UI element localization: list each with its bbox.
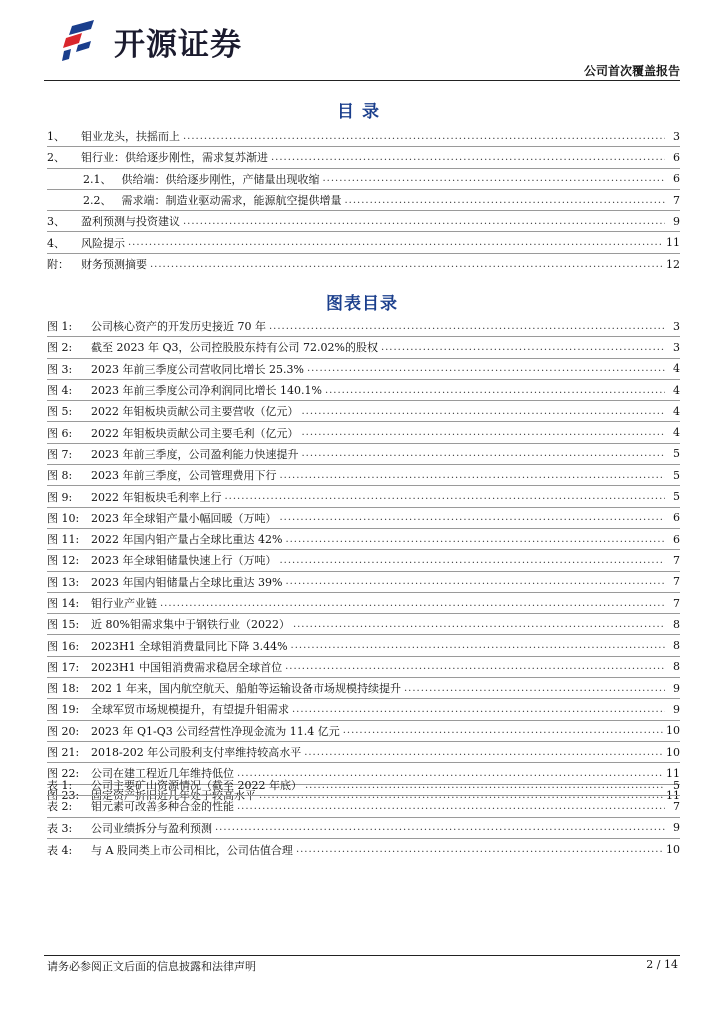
dot-leader	[285, 534, 665, 545]
brand-logo-icon	[58, 18, 104, 64]
figure-entry-title: 2023 年全球钼储量快速上行（万吨）	[91, 554, 277, 568]
figure-entry-title: 2023H1 中国钼消费需求稳居全球首位	[91, 660, 283, 674]
figure-entry-page: 9	[673, 681, 680, 695]
figure-entry[interactable]	[47, 359, 680, 380]
figure-entry-number: 图 15:	[47, 618, 80, 632]
table-entry[interactable]	[47, 775, 680, 796]
toc-entry-number: 4、	[47, 236, 65, 250]
figure-entry-title: 固定资产折旧近几年处于较高水平	[91, 789, 256, 803]
dot-leader	[291, 640, 665, 651]
toc-entry-number: 2.2、	[83, 194, 112, 208]
dot-leader	[302, 448, 666, 459]
table-entry-number: 表 1:	[47, 779, 73, 793]
table-entry-page: 7	[673, 799, 680, 813]
figure-entry[interactable]	[47, 550, 680, 571]
figure-entry-number: 图 10:	[47, 511, 80, 525]
dot-leader	[302, 427, 666, 438]
table-entry-number: 表 4:	[47, 843, 73, 857]
figure-entry-page: 3	[673, 340, 680, 354]
figure-entry-page: 8	[673, 617, 680, 631]
figure-entry-title: 2023H1 全球钼消费量同比下降 3.44%	[91, 639, 288, 653]
dot-leader	[307, 363, 665, 374]
figure-entry-number: 图 5:	[47, 405, 73, 419]
table-entry[interactable]	[47, 818, 680, 839]
dot-leader	[285, 576, 665, 587]
figure-entry-title: 2023 年 Q1-Q3 公司经营性净现金流为 11.4 亿元	[91, 724, 340, 738]
figure-entry[interactable]	[47, 699, 680, 720]
figure-entry-number: 图 11:	[47, 533, 80, 547]
figure-entry-page: 5	[673, 447, 680, 461]
figure-entry[interactable]	[47, 316, 680, 337]
figure-entry-title: 公司在建工程近几年维持低位	[91, 767, 234, 781]
toc-entry-number: 2、	[47, 151, 65, 165]
dot-leader	[296, 844, 663, 855]
figure-entry-number: 图 23:	[47, 789, 80, 803]
figure-entry-page: 9	[673, 702, 680, 716]
toc-entry-number: 1、	[47, 130, 65, 144]
toc-entry-page: 6	[673, 150, 680, 164]
figure-entry-page: 7	[673, 553, 680, 567]
figure-entry-page: 6	[673, 511, 680, 525]
brand-name: 开源证券	[114, 26, 242, 63]
table-entry-number: 表 2:	[47, 800, 73, 814]
dot-leader	[285, 661, 665, 672]
figure-entry-number: 图 6:	[47, 426, 73, 440]
toc-entry[interactable]	[47, 232, 680, 253]
dot-leader	[160, 598, 665, 609]
figure-entry-page: 3	[673, 319, 680, 333]
dot-leader	[280, 555, 666, 566]
brand-logo	[58, 18, 242, 64]
figure-entry[interactable]	[47, 572, 680, 593]
figure-entry-page: 4	[673, 362, 680, 376]
dot-leader	[150, 259, 663, 270]
figure-entry-page: 11	[666, 766, 680, 780]
toc-entry-number: 附：	[47, 258, 69, 272]
figure-entry-title: 2022 年钼板块毛利率上行	[91, 490, 222, 504]
toc-entry-page: 12	[666, 257, 680, 271]
figure-entry-page: 8	[673, 660, 680, 674]
figure-entry[interactable]	[47, 678, 680, 699]
figure-entry-title: 2023 年国内钼储量占全球比重达 39%	[91, 575, 283, 589]
figure-entry-title: 钼行业产业链	[91, 597, 157, 610]
figure-entry[interactable]	[47, 508, 680, 529]
figure-entry-number: 图 18:	[47, 682, 80, 696]
header-divider	[44, 80, 680, 81]
dot-leader	[293, 619, 665, 630]
figure-entry[interactable]	[47, 337, 680, 358]
table-entry-page: 9	[673, 821, 680, 835]
figure-entry[interactable]	[47, 380, 680, 401]
table-entry-title: 公司主要矿山资源情况（截至 2022 年底）	[91, 779, 302, 793]
dot-leader	[343, 725, 663, 736]
table-entry-title: 公司业绩拆分与盈利预测	[91, 821, 212, 835]
toc-entry-page: 9	[673, 214, 680, 228]
dot-leader	[323, 173, 666, 184]
figure-entry-number: 图 20:	[47, 724, 80, 738]
table-entry[interactable]	[47, 839, 680, 860]
figure-list	[47, 316, 680, 806]
dot-leader	[325, 385, 665, 396]
figure-entry-number: 图 7:	[47, 447, 73, 461]
figure-entry-page: 4	[673, 426, 680, 440]
table-entry-number: 表 3:	[47, 821, 73, 835]
dot-leader	[215, 822, 665, 833]
dot-leader	[183, 216, 665, 227]
figure-entry-title: 2022 年钼板块贡献公司主要毛利（亿元）	[91, 426, 299, 440]
figure-entry-number: 图 12:	[47, 554, 80, 568]
figure-entry-number: 图 2:	[47, 341, 73, 355]
figure-entry-title: 2018-202 年公司股利支付率维持较高水平	[91, 746, 302, 760]
toc-entry-page: 3	[673, 129, 680, 143]
figure-entry-page: 7	[673, 575, 680, 589]
figure-entry-page: 8	[673, 639, 680, 653]
figure-entry-page: 6	[673, 532, 680, 546]
toc-entry-number: 3、	[47, 215, 65, 229]
page-indicator: 2 / 14	[646, 958, 678, 971]
toc-entry-title: 钼行业：供给逐步刚性，需求复苏渐进	[81, 151, 268, 165]
figure-entry-number: 图 8:	[47, 469, 73, 483]
figure-entry-page: 5	[673, 468, 680, 482]
figure-entry[interactable]	[47, 465, 680, 486]
figure-entry-number: 图 16:	[47, 639, 80, 653]
dot-leader	[345, 195, 666, 206]
figure-entry-page: 5	[673, 490, 680, 504]
table-entry-title: 与 A 股同类上市公司相比，公司估值合理	[91, 843, 293, 857]
toc-entry-title: 需求端：制造业驱动需求，能源航空提供增量	[121, 194, 342, 208]
toc-list	[47, 126, 680, 275]
figure-entry[interactable]	[47, 635, 680, 656]
toc-entry-title: 风险提示	[81, 236, 125, 250]
figure-entry[interactable]	[47, 529, 680, 550]
figure-entry-page: 4	[673, 404, 680, 418]
figure-entry[interactable]	[47, 401, 680, 422]
figure-entry-page: 7	[673, 596, 680, 610]
toc-entry[interactable]	[47, 126, 680, 147]
table-entry-page: 10	[666, 843, 680, 857]
figure-entry-page: 10	[666, 724, 680, 738]
figure-entry[interactable]	[47, 422, 680, 443]
figure-entry[interactable]	[47, 657, 680, 678]
dot-leader	[269, 321, 665, 332]
table-entry-title: 钼元素可改善多种合金的性能	[91, 800, 234, 814]
dot-leader	[280, 470, 666, 481]
dot-leader	[304, 747, 663, 758]
toc-entry-title: 供给端：供给逐步刚性，产储量出现收缩	[121, 172, 320, 186]
figure-entry-title: 2023 年全球钼产量小幅回暖（万吨）	[91, 511, 277, 525]
toc-entry[interactable]	[47, 147, 680, 168]
figure-entry-title: 2023 年前三季度公司净利润同比增长 140.1%	[91, 384, 322, 398]
figure-entry-title: 2023 年前三季度公司营收同比增长 25.3%	[91, 362, 304, 376]
dot-leader	[302, 406, 666, 417]
report-type-label: 公司首次覆盖报告	[583, 64, 680, 78]
dot-leader	[183, 131, 665, 142]
figure-entry-number: 图 19:	[47, 703, 80, 717]
figure-entry[interactable]	[47, 593, 680, 614]
toc-entry-title: 盈利预测与投资建议	[81, 215, 180, 229]
figure-entry-title: 2022 年国内钼产量占全球比重达 42%	[91, 533, 283, 547]
toc-entry-page: 7	[673, 193, 680, 207]
toc-entry-title: 钼业龙头，扶摇而上	[81, 130, 180, 144]
figure-entry-title: 截至 2023 年 Q3，公司控股股东持有公司 72.02%的股权	[91, 341, 378, 355]
dot-leader	[237, 801, 665, 812]
table-entry-page: 5	[673, 778, 680, 792]
toc-entry[interactable]	[47, 211, 680, 232]
figure-entry[interactable]	[47, 486, 680, 507]
figure-entry-number: 图 9:	[47, 490, 73, 504]
figure-entry-title: 全球军贸市场规模提升，有望提升钼需求	[91, 703, 289, 717]
figure-entry-number: 图 14:	[47, 597, 80, 610]
toc-entry-number: 2.1、	[83, 172, 112, 186]
toc-entry-page: 11	[666, 236, 680, 250]
figure-entry-number: 图 21:	[47, 746, 80, 760]
figure-entry[interactable]	[47, 721, 680, 742]
figure-entry[interactable]	[47, 742, 680, 763]
figure-entry-title: 公司核心资产的开发历史接近 70 年	[91, 320, 266, 334]
figure-entry[interactable]	[47, 614, 680, 635]
toc-entry-title: 财务预测摘要	[81, 258, 147, 272]
figure-entry-number: 图 3:	[47, 362, 73, 376]
table-entry[interactable]	[47, 796, 680, 817]
figure-entry-number: 图 4:	[47, 384, 73, 398]
figure-entry-number: 图 1:	[47, 320, 73, 334]
figure-entry-page: 10	[666, 745, 680, 759]
dot-leader	[404, 683, 665, 694]
footer-disclaimer: 请务必参阅正文后面的信息披露和法律声明	[47, 960, 256, 973]
figure-entry-title: 202 1 年来，国内航空航天、船舶等运输设备市场规模持续提升	[91, 682, 401, 696]
dot-leader	[381, 342, 665, 353]
toc-entry[interactable]	[47, 254, 680, 275]
figure-entry-number: 图 13:	[47, 575, 80, 589]
dot-leader	[292, 704, 665, 715]
figure-entry-title: 2023 年前三季度，公司管理费用下行	[91, 469, 277, 483]
figure-entry-title: 2023 年前三季度，公司盈利能力快速提升	[91, 447, 299, 461]
toc-entry[interactable]	[47, 190, 680, 211]
figure-entry-title: 近 80%钼需求集中于钢铁行业（2022）	[91, 618, 290, 632]
figure-entry-page: 4	[673, 383, 680, 397]
toc-entry-page: 6	[673, 172, 680, 186]
toc-title: 目录	[337, 102, 387, 122]
figure-entry-number: 图 22:	[47, 767, 80, 781]
toc-entry[interactable]	[47, 169, 680, 190]
figure-entry[interactable]	[47, 444, 680, 465]
figure-entry-title: 2022 年钼板块贡献公司主要营收（亿元）	[91, 405, 299, 419]
figure-entry-number: 图 17:	[47, 660, 80, 674]
dot-leader	[225, 491, 666, 502]
figure-list-title: 图表目录	[326, 294, 398, 314]
dot-leader	[271, 152, 665, 163]
figure-entry-page: 11	[666, 788, 680, 802]
table-list	[47, 775, 680, 860]
dot-leader	[128, 237, 663, 248]
dot-leader	[280, 512, 666, 523]
dot-leader	[305, 780, 665, 791]
footer-divider	[44, 955, 680, 956]
